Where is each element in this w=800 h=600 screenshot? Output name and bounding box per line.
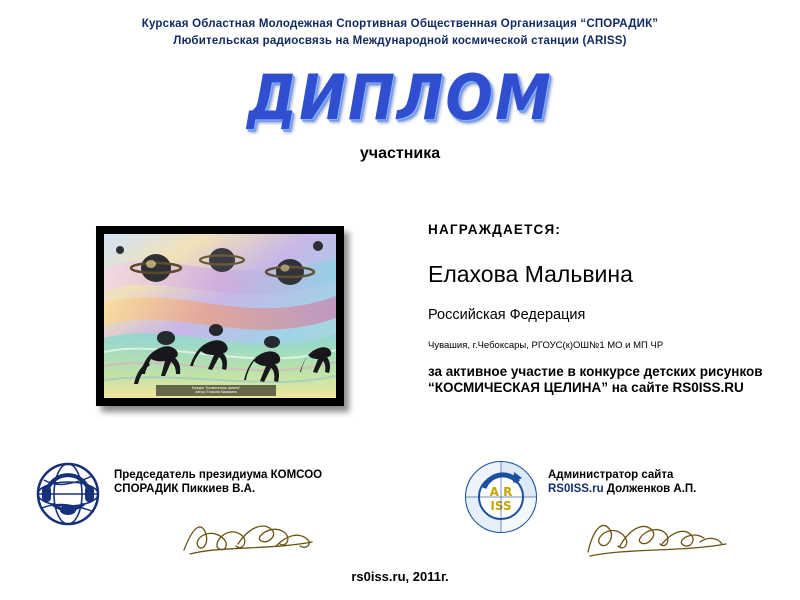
- signature-text-right: [548, 468, 696, 496]
- artwork-image: [104, 234, 336, 398]
- title-subtitle: участника: [359, 145, 441, 162]
- award-reason: за активное участие в конкурсе детских рисунков “КОСМИЧЕСКАЯ ЦЕЛИНА” на сайте RS0ISS.RU: [428, 364, 763, 395]
- globe-headset-emblem-icon: [32, 458, 104, 530]
- admin-name: Долженков А.П.: [603, 483, 697, 495]
- artwork-caption: [156, 385, 276, 396]
- signature-right-line2: [548, 482, 696, 496]
- award-block: [428, 222, 768, 396]
- signature-text-left: [114, 468, 322, 496]
- ariss-logo-icon: [462, 458, 540, 536]
- handwritten-signature-left: [180, 516, 320, 556]
- artwork-frame: [96, 226, 344, 406]
- site-name: RS0ISS.ru: [548, 483, 604, 495]
- signature-right-line1: Администратор сайта: [548, 469, 674, 481]
- handwritten-signature-right: [582, 516, 732, 560]
- svg-text:A R: A R: [489, 485, 513, 499]
- organization-subtitle: Любительская радиосвязь на Международной космической станции (ARISS): [173, 35, 627, 47]
- svg-text:ISS: ISS: [490, 499, 512, 513]
- artwork-caption-title: Конкурс "Космическая целина": [191, 385, 241, 390]
- award-label: НАГРАЖДАЕТСЯ:: [428, 222, 562, 237]
- organization-header: [0, 16, 800, 50]
- space-drawing-illustration: [104, 234, 336, 398]
- recipient-name: Елахова Мальвина: [428, 261, 633, 287]
- recipient-country: Российская Федерация: [428, 307, 586, 323]
- page-title: ДИПЛОМ: [247, 62, 553, 135]
- footer-text: rs0iss.ru, 2011г.: [351, 569, 449, 584]
- organization-name: Курская Областная Молодежная Спортивная Общественная Организация “СПОРАДИК”: [141, 18, 659, 30]
- signature-left-line1: Председатель президиума КОМСОО: [114, 469, 323, 481]
- signature-left-line2: СПОРАДИК Пиккиев В.А.: [114, 483, 256, 495]
- recipient-location: Чувашия, г.Чебоксары, РГОУС(к)ОШ№1 МО и МП ЧР: [428, 340, 664, 351]
- artwork-caption-author: Автор: Елахова Мальвина: [195, 390, 237, 395]
